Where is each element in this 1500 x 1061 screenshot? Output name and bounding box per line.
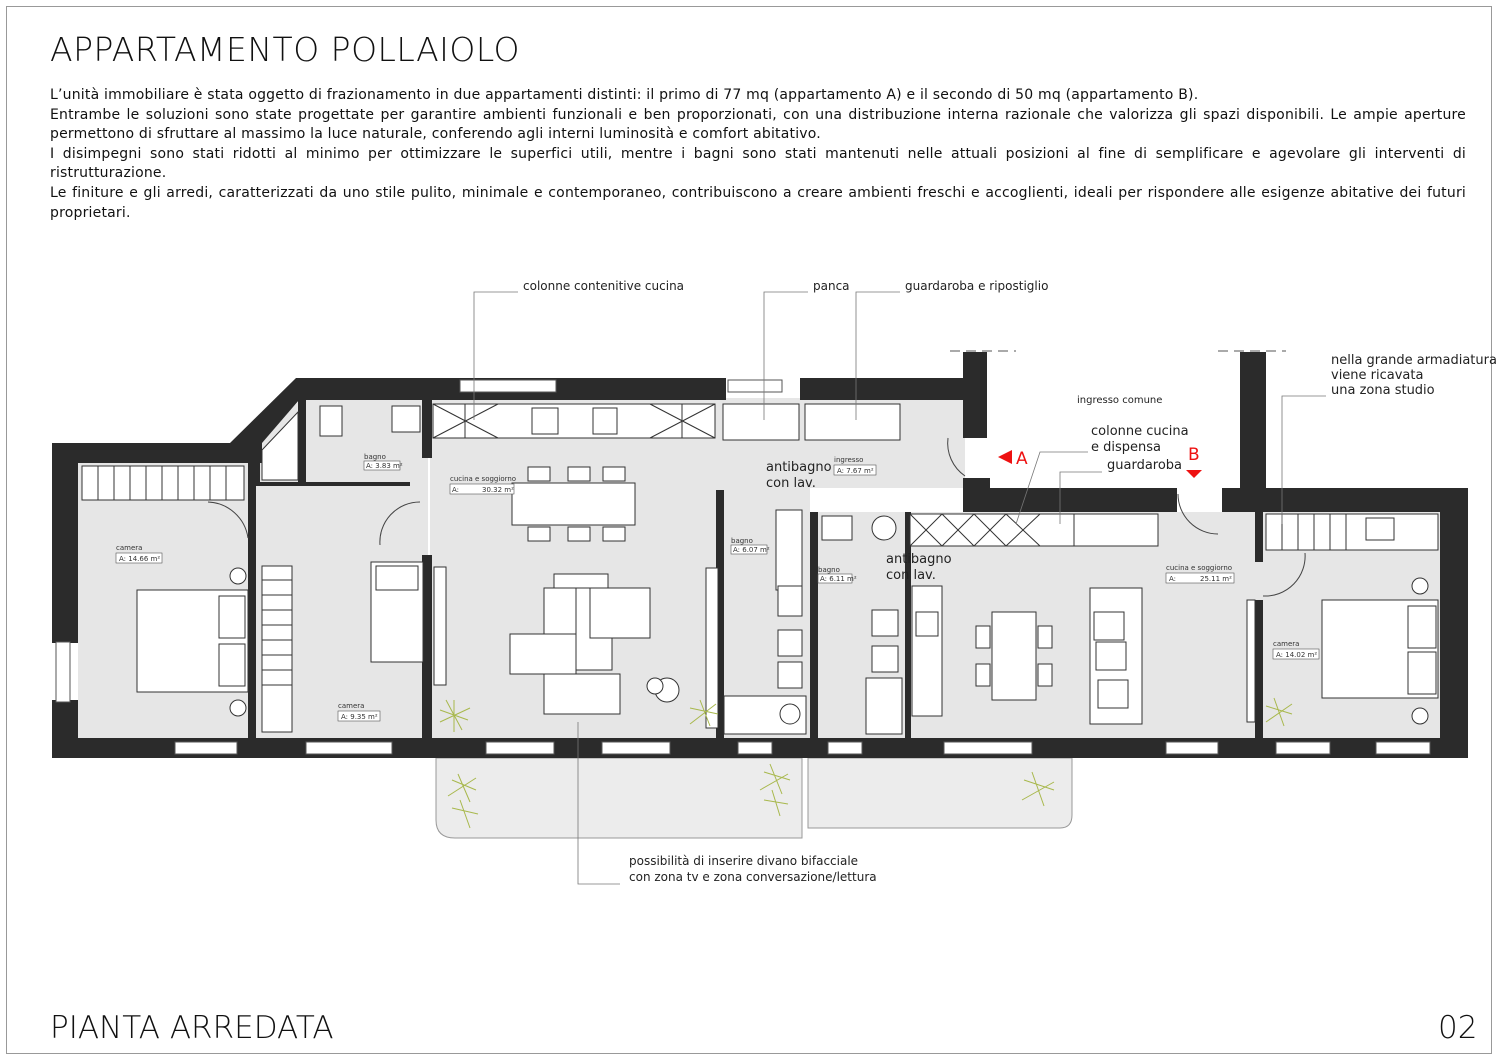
label-guardaroba-ripostiglio: guardaroba e ripostiglio bbox=[905, 279, 1049, 293]
label-colonne-cucina-2: e dispensa bbox=[1091, 440, 1161, 455]
room-name-camera3: camera bbox=[1273, 640, 1300, 648]
kitchen-a-counter bbox=[433, 404, 715, 438]
label-guardaroba: guardaroba bbox=[1107, 458, 1183, 473]
bench bbox=[723, 404, 900, 440]
unit-b-marker-icon bbox=[1186, 470, 1202, 478]
wardrobe-1 bbox=[82, 466, 244, 500]
page-number: 02 bbox=[1438, 1010, 1478, 1046]
description-paragraph-3: I disimpegni sono stati ridotti al minimo per ottimizzare le superfici utili, mentre i bagni sono stati mantenuti nelle attuali posizioni al fine di semplificare e agevolare gli interventi di ristrutturazione. bbox=[50, 145, 1466, 182]
dining-table-a bbox=[512, 467, 635, 541]
room-area-bagno2: A: 6.07 m² bbox=[733, 546, 770, 554]
label-divano-2: con zona tv e zona conversazione/lettura bbox=[629, 870, 877, 884]
kitchen-b-counter bbox=[910, 514, 1158, 546]
room-name-bagno3: bagno bbox=[818, 566, 840, 574]
label-divano-1: possibilità di inserire divano bifacciale bbox=[629, 854, 859, 868]
unit-a-label: A bbox=[1016, 449, 1028, 469]
label-antibagno-1b: con lav. bbox=[766, 476, 816, 491]
room-area-cucina-a: 30.32 m² bbox=[482, 486, 514, 494]
label-antibagno-2b: con lav. bbox=[886, 568, 936, 583]
description-paragraph-4: Le finiture e gli arredi, caratterizzati da uno stile pulito, minimale e contemporaneo, contribuiscono a creare ambienti freschi e accoglienti, ideali per rispondere alle esigenze abitative dei futuri proprietari. bbox=[50, 184, 1466, 221]
room-area-camera3: A: 14.02 m² bbox=[1276, 651, 1318, 659]
label-colonne-cucina-1: colonne cucina bbox=[1091, 424, 1189, 439]
terrace-right bbox=[808, 758, 1072, 828]
room-name-ingresso: ingresso bbox=[834, 456, 864, 464]
room-name-cucina-a: cucina e soggiorno bbox=[450, 475, 517, 483]
unit-a-marker-icon bbox=[998, 450, 1012, 464]
room-area-ingresso: A: 7.67 m² bbox=[837, 467, 874, 475]
room-area-prefix-cucina-a: A: bbox=[452, 486, 460, 494]
room-area-bagno3: A: 6.11 m² bbox=[820, 575, 857, 583]
room-name-camera1: camera bbox=[116, 544, 143, 552]
label-colonne: colonne contenitive cucina bbox=[523, 279, 685, 293]
room-name-cucina-b: cucina e soggiorno bbox=[1166, 564, 1233, 572]
description-paragraph-1: L’unità immobiliare è stata oggetto di frazionamento in due appartamenti distinti: il primo di 77 mq (appartamento A) e il secondo di 50 mq (appartamento B). bbox=[50, 87, 1199, 103]
room-name-bagno2: bagno bbox=[731, 537, 753, 545]
room-area-camera2: A: 9.35 m² bbox=[341, 713, 378, 721]
room-name-camera2: camera bbox=[338, 702, 365, 710]
room-name-bagno1: bagno bbox=[364, 453, 386, 461]
label-armadiatura-3: una zona studio bbox=[1331, 383, 1435, 398]
room-area-cucina-b: 25.11 m² bbox=[1200, 575, 1232, 583]
label-antibagno-2a: antibagno bbox=[886, 552, 952, 567]
label-armadiatura-1: nella grande armadiatura bbox=[1331, 353, 1497, 368]
room-area-prefix-cucina-b: A: bbox=[1169, 575, 1177, 583]
room-area-camera1: A: 14.66 m² bbox=[119, 555, 161, 563]
room-area-bagno1: A: 3.83 m² bbox=[366, 462, 403, 470]
unit-b-label: B bbox=[1188, 445, 1200, 465]
label-antibagno-1a: antibagno bbox=[766, 460, 832, 475]
description-paragraph-2: Entrambe le soluzioni sono state progettate per garantire ambienti funzionali e ben proporzionati, con una distribuzione interna razionale che valorizza gli spazi disponibili. Le ampie aperture permettono di sfruttare al massimo la luce naturale, conferendo agli interni luminosità e comfort abitativo. bbox=[50, 106, 1466, 143]
footer-title: PIANTA ARREDATA bbox=[50, 1010, 334, 1046]
terrace-left bbox=[436, 758, 802, 838]
page-title: APPARTAMENTO POLLAIOLO bbox=[50, 30, 521, 69]
label-ingresso-comune: ingresso comune bbox=[1077, 395, 1163, 406]
label-armadiatura-2: viene ricavata bbox=[1331, 368, 1424, 383]
label-panca: panca bbox=[813, 279, 850, 293]
